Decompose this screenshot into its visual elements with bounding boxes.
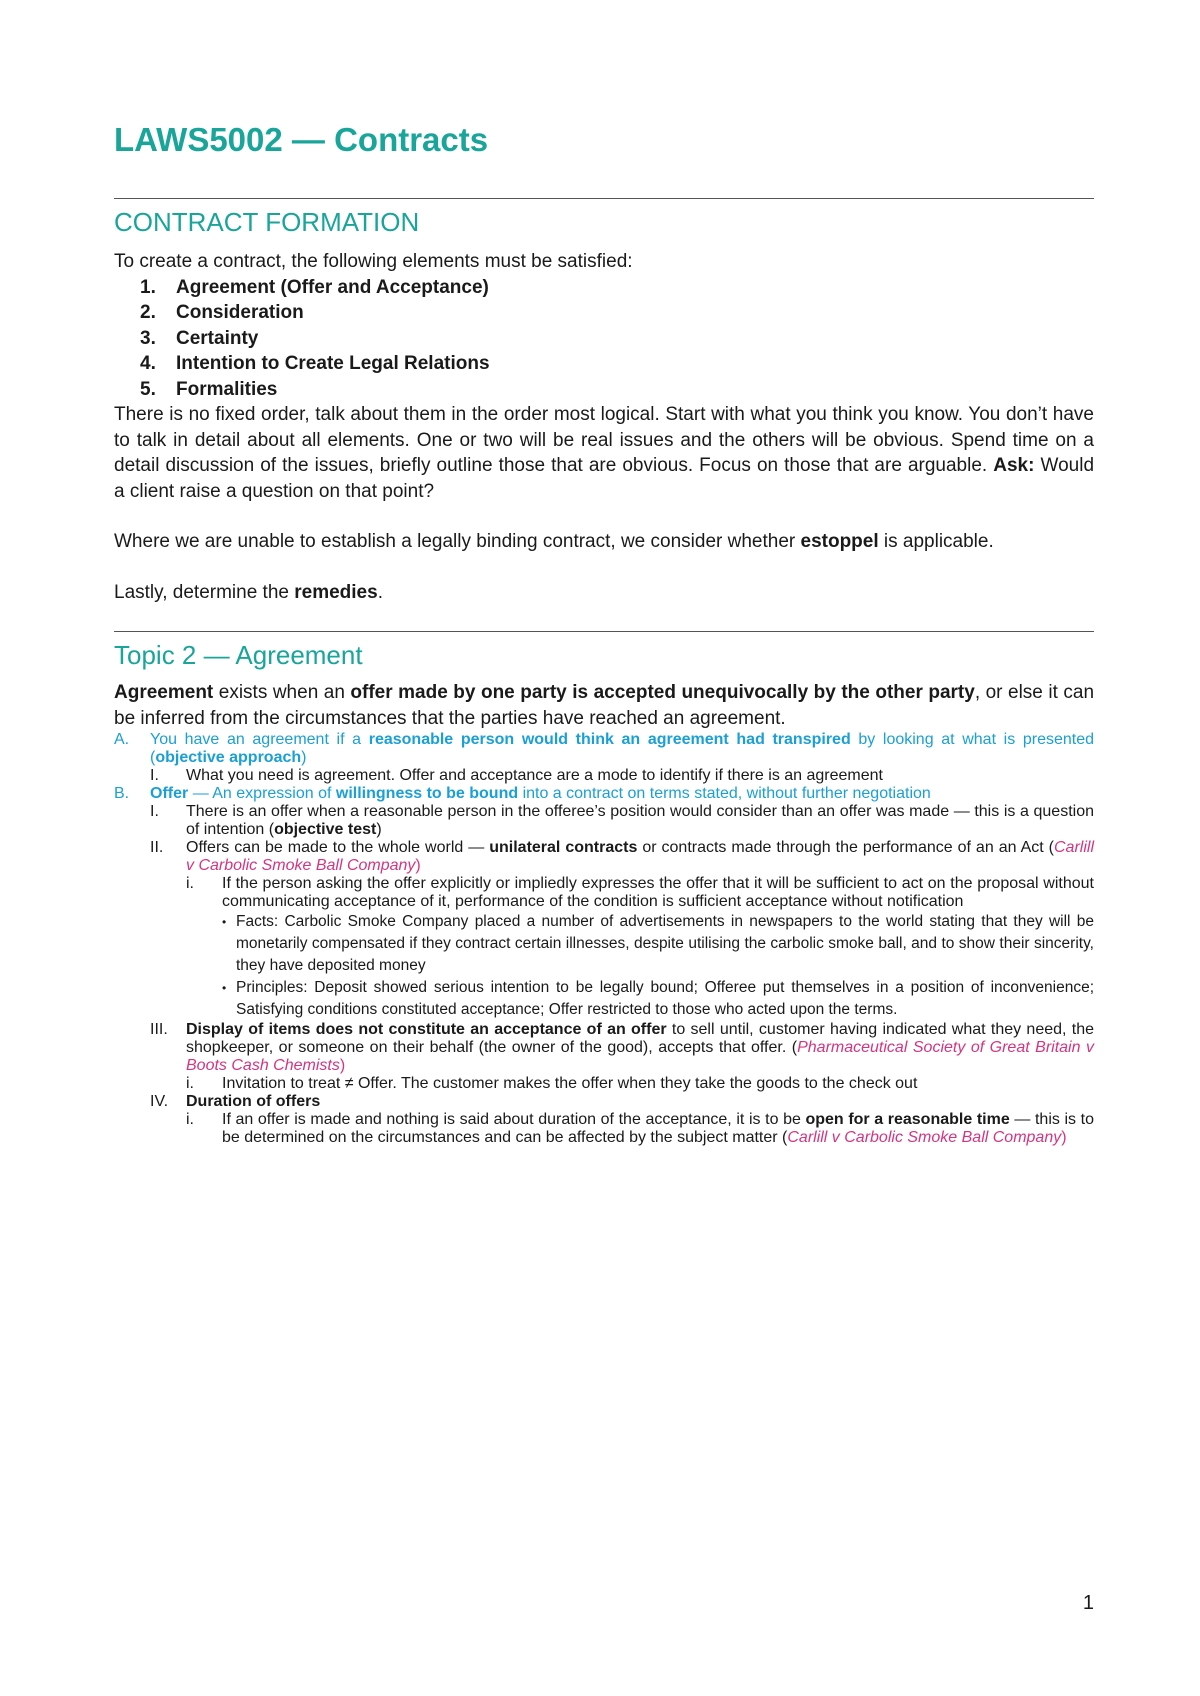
topic-heading: Topic 2 — Agreement: [114, 640, 363, 670]
list-item: • Facts: Carbolic Smoke Company placed a number of advertisements in newspapers to the world stating that they will be monetarily compensated if they contract certain illnesses, despite utilising the carbolic smoke ball, and to show their sincerity, they have deposited money: [222, 913, 1094, 974]
outline-item-b-iii-i: i. Invitation to treat ≠ Offer. The customer makes the offer when they take the goods to the check out: [186, 1075, 918, 1092]
intro-text: To create a contract, the following elements must be satisfied:: [114, 251, 633, 272]
paragraph-remedies: Lastly, determine the remedies.: [114, 581, 383, 603]
outline-item-b: B. Offer — An expression of willingness to be bound into a contract on terms stated, without further negotiation: [114, 785, 931, 802]
outline-item-a: A. You have an agreement if a reasonable person would think an agreement had transpired by looking at what is presented (objective approach): [114, 731, 1095, 766]
outline-item-b-ii-i: i. If the person asking the offer explicitly or impliedly expresses the offer that it will be sufficient to act on the proposal without communicating acceptance of it, performance of the condition is sufficient acceptance without notification: [186, 875, 1094, 910]
paragraph-order: There is no fixed order, talk about them in the order most logical. Start with what you think you know. You don’t have to talk in detail about all elements. One or two will be real issues and the others will be obvious. Spend time on a detail discussion of the issues, briefly outline those that are obvious. Focus on those that are arguable. Ask: Would a client raise a question on that point?: [114, 404, 1095, 502]
agreement-definition: Agreement exists when an offer made by one party is accepted unequivocally by the other party, or else it can be inferred from the circumstances that the parties have reached an agreement.: [114, 682, 1095, 729]
page-content: [114, 112, 1094, 1147]
list-item: 4. Intention to Create Legal Relations: [140, 353, 490, 374]
section-heading: CONTRACT FORMATION: [114, 207, 420, 237]
list-item: 2. Consideration: [140, 302, 304, 323]
divider: [114, 631, 1094, 632]
paragraph-estoppel: Where we are unable to establish a legally binding contract, we consider whether estoppel is applicable.: [114, 531, 994, 552]
page-number: 1: [1082, 1592, 1094, 1614]
list-item: 5. Formalities: [140, 378, 278, 400]
list-item: • Principles: Deposit showed serious intention to be legally bound; Offeree put themselves in a position of inconvenience; Satisfying conditions constituted acceptance; Offer restricted to those who acted upon the terms.: [222, 979, 1094, 1018]
outline-item-a-i: I. What you need is agreement. Offer and acceptance are a mode to identify if there is an agreement: [150, 767, 883, 784]
case-bullets: [222, 911, 1094, 1021]
list-item: 3. Certainty: [140, 327, 259, 349]
outline-item-b-iv-i: i. If an offer is made and nothing is said about duration of the acceptance, it is to be open for a reasonable time — this is to be determined on the circumstances and can be affected by the subject matter (Carlill v Carbolic Smoke Ball Company): [186, 1111, 1094, 1146]
elements-list: [140, 275, 1094, 403]
list-item: 1. Agreement (Offer and Acceptance): [140, 276, 489, 298]
outline-item-b-iii: III. Display of items does not constitute an acceptance of an offer to sell until, customer having indicated what they need, the shopkeeper, or someone on their behalf (the owner of the good), accepts that offer. (Pharmaceutical Society of Great Britain v Boots Cash Chemists): [150, 1021, 1095, 1074]
outline-item-b-iv: IV. Duration of offers: [150, 1093, 321, 1110]
outline-item-b-ii: II. Offers can be made to the whole world — unilateral contracts or contracts made through the performance of an an Act (Carlill v Carbolic Smoke Ball Company): [150, 839, 1094, 874]
document-title: LAWS5002 — Contracts: [114, 121, 489, 158]
outline-item-b-i: I. There is an offer when a reasonable person in the offeree’s position would consider than an offer was made — this is a question of intention (objective test): [150, 803, 1094, 838]
divider: [114, 198, 1094, 199]
